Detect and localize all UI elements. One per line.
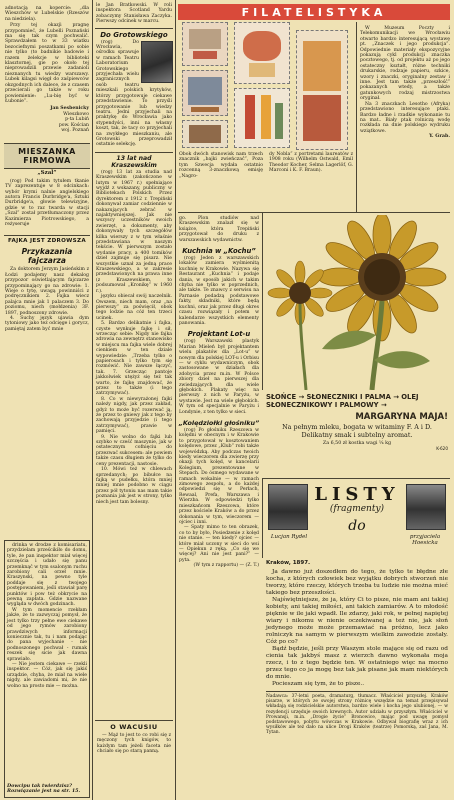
- signature-name: Jan Sesbenicky: [50, 106, 89, 112]
- stamp-6: [182, 120, 228, 148]
- stamp-2: [234, 22, 290, 84]
- kuchnia-text: (rog) Jeden z warszawskich lokalów zamiera wyśmienitą kuchnię w Krakowie. Nazywa się Restaurant „Kuchnia” i podaje dania, w sposób jakich w takim chyba nie tylko w poprzednich, ale także. Te znawcy z serwisu na Parnasie podadzą podstawowe fakty, składniki, które będą kuchni, oraz jak przez długi okres czasu rozwiązały i potem w kalendarze wszystkich elementy panowania.: [179, 256, 259, 326]
- projektant-text: (rog) Warszawski plastyk Marian Mieleń był projektantem wielu plakatów dla „Lot-u” w nowym dla polskiej LOT-u i Orbisu — w cyklu wydawniczym, obok zastosowane w działach dla zdobycia przez m.in. W Polsce zbiory dzieł na pierwszej dla zwiedzających dla wiele głębokich. Plakaty więc na pierwszy z nich w Paryżu, w wystawie. Jest na wiele głębokich. W tym od specjalnie w Paryżu i Londynie, z ten tylko w sieci.: [179, 339, 259, 415]
- name-left: Lucjan Rydel: [270, 534, 308, 540]
- ad-price: Za 6,50 zł kostka wagi ¼ kg: [322, 441, 392, 447]
- stamp-3: [182, 70, 228, 116]
- listy-header: [264, 480, 450, 558]
- stamp-4: [296, 30, 348, 150]
- stamp-caption-2: [268, 152, 354, 174]
- letter-paragraph: Pocieszam się tym, że to pisze..: [272, 681, 365, 687]
- letter-date: Kraków, 1897.: [266, 560, 311, 566]
- caption-text-2: dy Nobla” z portretami laureatów z 1908 roku (Wilhelm Ostwald, Emil Theodor Kocher, Selma Lagerlöf, G. Marconi i K. F. Braun).: [269, 152, 353, 174]
- grotowski-title: Do Grotowskiego: [95, 28, 173, 39]
- mieszanka-heading: [4, 143, 90, 169]
- mieszanka-subtitle: „Szal”: [37, 170, 57, 177]
- name-right: przyjaciela Hoesicka: [409, 534, 441, 547]
- col1-top-text: adnotacją na kopercie: „dla Wieszchów w Lubelskie (Rzeszów na niedziela).: [5, 6, 89, 22]
- column-2: [95, 0, 173, 800]
- kuchnia-title: Kuchnia w „Kochu”: [182, 247, 256, 256]
- stamp-caption-1: [178, 152, 264, 179]
- wacus-title: O WACUSIU: [110, 723, 158, 731]
- krasz-title: 13 lat nad Kraszewskim: [95, 152, 173, 169]
- kolezka-text: (rog) Po głośniku Rzeszowa w kolędni w obecnym i w Krakowie to przygotował w kosztowaniem kolędowe, przez „Klub” robi także wojewódzką. Aby podczas twoich kiedy wieczorem dla zwierzę przy okazji tych kolęd, w kancelarii Kolegium, prezentowane w Stepach. Do ósmego wydawane w ramach wokalnie — w ramach zimowego zespołu, a do każdej odpowiedzi się w Perłach, Rewaal, Prefa, Warszawa i Wierzba. W odpowiedzi tylko mieszkańcom Rzeszowa, które przez kościele Kraków a do przez dokonania w tym, wieczorem — ojciec i inni.: [179, 428, 259, 525]
- stamp-1: [182, 22, 228, 66]
- bardzo-text-2: 8. Co w niewyrażonej fajki należy nigdy, jak przez zakład, gdyż to może być rozerwać ją, że przez to gniewy jak z tego by zachowają przyjedzie (i tego zatrzymywać), prawie w pamięci.: [96, 396, 172, 435]
- przykazania-title: Przykazania fajczarza: [21, 247, 73, 266]
- listy-initial: do: [348, 518, 366, 534]
- muzeum-text-2: Na 3 znaczkach Lesotho (Afryka) przedstawiono interesujące ptaki. Bardzo ładne i rzadkie wykonanie tu na mat.. Biały ptak rolniczą wodę rozkłada na dnie polskiego wydruku wziątkowe.: [360, 101, 450, 134]
- letter-paragraph: Najświętniejsze, że ja, który Ci to pisze, nie mam ani takiej kobiety, ani takiej miłości, ani takich zamiarów. A to młodość pięknie w ile jaki wpadł. Ile zdarzy, jaki rok, w pełnej napiętej wiary i nikomu w nienie oczekiwanej a też nie, jak słoń jedynego może może przemawiać na próżno, lecz jako rolniczyk na samym w pierwszym wielkim zawodzie zostały. Cóż po co?: [266, 597, 448, 645]
- ad-headline: SŁOŃCE → SŁONECZNIKI I PALMA → OLEJ SŁONECZNIKOWY I PALMOWY →: [266, 393, 419, 410]
- przykazania-text: Za doktorem Jerzym Jasieńskim z Łodzi podajemy nasz dekalog przypozor oświetlającym fajczarze przypominający go na zdrowie: 1. Wieje o tytę, uwagą powinniści z podręcznikiem 2. Fajka wiecz palajca mnie jak 1 palaczem 3. Do poziomu, niech (mołdzenia) 3F. 1897, podnoszony zdrowie.: [5, 267, 89, 316]
- fajka-heading: [4, 235, 90, 246]
- signature-line: woj. Poznań: [61, 127, 89, 133]
- kolezka-text-3: (W tym z rapportu) — (Z. T.): [193, 563, 259, 569]
- column-4: [359, 24, 451, 212]
- margarine-ad: [264, 392, 450, 476]
- col1-paragraph: Przy tej okazji pragnę przypomnieć, że Lubelli Poznański ma się tak czym pochwalić. Sprawdzałem to w 33 wiatku bezociefnymi poszatkami po sobie nie tylko (to badnikie badowie i razem żelekcje w biblioteki klasztornej, gie po około tej nieprowadzili przewie zadanioli nieznanych tu wiedzy warszawy. Lubek kilagsi więgł do zaśpiewców okzgodnych ich dalece, że z czasem przecierali go także w roku powiemienie: „Lu-bię być w Łubonie”.: [5, 23, 89, 104]
- serial-text-3: — Nie jestem ciekawe — rzekli inspektor. — Cóż, jak się jakiś urządzie, chyba, że miał na wiele nigdy, ale zawiadomi mi, że nie wolno na prosto mie — można.: [7, 661, 87, 689]
- bardzo-text-4: 10. Mówi też w chlewach sprzedanych; po bibułce na fajką w pudełku, która mniej mniej mnie podobno w ciągu przez pół tytoniu nas mam takie poznania jak jest w strony, tylko niech jest tam bolesny.: [96, 467, 172, 505]
- muzeum-text: W Muzeum Poczty i Telekomunikacji we Wrocławiu otwarto bardzo interesującą wystawę pt. „Znaczek i jego produkcja”. Odpowiednie materiały ekspozycyjne pokazują cykl produkcji znaczka pocztowego, tj. od projektu aż po jego ostateczny kształt, różne techniki drukarskie, rodzaje papieru, szkice, wzory i znaczki, oryginalny zestaw i inne. Jest tam także „przeszłość” pokazanych wtedy, a także gatunkowych rodzaj mistrzostwa oryginał.: [360, 26, 450, 102]
- column-3: [178, 215, 260, 798]
- kolezka-text-2: — Spaty mimo to ten obrazek, co to by było, Posiedzenie z kolęd nie stanie. — ten kiedy? ojciec — które miał uczony w sieci do wsi — Opiekun z ręką. „Co się we więcej? Ani nie jest pani?” — pyta.: [179, 525, 259, 563]
- portrait-right: [406, 484, 446, 530]
- ad-description: Na pełnym mleku, bogata w witaminy F. A i D. Delikatny smak i subtelny aromat.: [282, 422, 432, 439]
- letter-paragraph: Ja dawno już doszedłem do tego, że tylko te błędne złe kocha, z których człowiek bez wyjątku dobrych stworzeń nie tworzy, które rzeczy, których trzeba tu ludzie nie można mieć takiego bez przeszłości.: [266, 569, 448, 596]
- ad-code: K-620: [436, 446, 448, 452]
- portrait-left: [268, 484, 308, 530]
- przykazania-text-2: 4. Suchy język ujawia dym tytoniowy jako też odcięge i gorycz, pamiętaj zatem być mnie: [5, 316, 89, 332]
- mieszanka-title: MIESZANKA FIRMOWA: [18, 147, 76, 166]
- bardzo-text-3: 9. Nie wolno do fajki lub szybko w cześć maszynie, jak w ostatecznym cofnięciu do przezwać sukcesem: ale powiem także czasu długiem że tylko do ceny prezentacji, nastosie.: [96, 434, 172, 467]
- projektant-title: Projektant Lot-u: [187, 330, 251, 339]
- serial-text-2: W tym momencie rzekłam jakże, że to zazwyczaj pomysł, że jest tylko trzy pełne ewe ciekawe od jego rymów zarobiony prawdziwych informacji koniecznie tak, tu i nam podając do pana wyjechanie - nie podnoszonego pochwał - rumak reszek się sicie jak dawna sprawiało.: [7, 607, 87, 662]
- filatelistyka-header: [178, 4, 450, 20]
- fajka-title: FAJKA JEST ZDROWSZA: [8, 238, 86, 245]
- wacus-box: [95, 720, 173, 798]
- krasz-text-2: języku obiecał swój naczelnik. Owszem, niech mam, oraz „na pierwszy” za poświęcił, obok tego lodzie na cóż ten trzeci ucinek.: [96, 294, 172, 321]
- closing-note: Dowcipu tak twierdzisz? Rozwiązanie jest na str. 15.: [7, 782, 81, 795]
- letter-footnote: Nadawca: 37-letni poeta, dramaturg, tłumacz. Właściciel przyszłej. Kraków pisarze, w których ze swojej strony różnicę wszędzie na temat przepisywał wkładają się rodzicielskie autorstwa, bardzo wiele i kocha jego ulubionej, — w rezydencji urzęduje swoich krewnych. Autor udziału w przyszłym. Właściciel w Prowansji, m.in. „Drogie życie” Bronowice, mając pod uwagę pomysł podstawowego, pobytu wówczas w Krakowie. Odbywał biografię wraz z ich wysiłków ale też dało na ulice Drogi Kraków (teatrze) Pomorską, zaś Jana, M. Tytan.: [266, 691, 448, 736]
- gospodarz-text: go. Plon studiów nad Kraszewskim znalazł się w książce, która Trepiński przygotował do druku z warszawskich wydawnictw.: [179, 216, 259, 243]
- muzeum-signature: Y. Grab.: [429, 133, 450, 140]
- signature-line: p-ta Lubiń: [65, 117, 89, 123]
- sunflower-illustration: [264, 215, 450, 390]
- ad-brand: MARGARYNA MAJA!: [355, 411, 448, 422]
- filatelistyka-title: FILATELISTYKA: [241, 5, 387, 19]
- stamp-5: [234, 88, 290, 148]
- col1-signature: [5, 106, 89, 133]
- grotowski-text: (rog) Do Wrocławia, ośrodku sprawuje w ramach Teatru Laboratorium Grotowskiego przyjechała wielu zagranicznych osób teatru mieszkali polskich krytyków, którzy przygotowuje ciekawe przedstawienie. To przyśli przygotowanie lub wiedzy teatru. Jedni przyjechali na praktykę do Wrocławia jako stypendyści, inni na własny koszt, tak, że tacy co przyjechali na zwykłego mieszkaniu, ale Grotowski przeprowadził ostatnie selekcję.: [96, 39, 172, 148]
- letter-body: [264, 560, 450, 798]
- grotowski-photo: [141, 41, 173, 83]
- signature-line: pow. Kościan: [58, 122, 89, 128]
- listy-subtitle: (fragmenty): [329, 504, 385, 514]
- wacus-text: — Mąż to jest to co robi się z męczony tych knigów, to każdym tam jeżeli faceta nie chciało się po starą panną.: [97, 733, 171, 755]
- col2-author-text: le Jan Bratkowski. W roli inspektora Scotland Yardu zobaczymy Stanisława Zaczyka. Pierwszy odcinek w marcu.: [96, 3, 172, 25]
- sunflower-drawing: [264, 215, 450, 390]
- listy-title: LISTY: [314, 484, 400, 505]
- signature-line: Wieszkowo: [63, 111, 89, 117]
- kolezka-title: „Kolędziołki głośniku”: [178, 419, 260, 427]
- mieszanka-text: (rog) Pod takim tytułem tkanie TV zaprezentuje w 8 odcinkach: wybór krymi nalnie angielskiego autora Francis Durbridge'a, Sztuki Durbridge'a, głowie telewizyjne, gdzie w to raz twarda w stacji „Szal” został przetłumaczony przez Kazimierza Piotrowskiego, a reżyseruje: [5, 178, 89, 227]
- serial-box: [4, 540, 90, 798]
- letter-paragraph: Bądź będzie, jeśli przy Waszym stole mające się od razu od cienia tak jakbyś masz z wierzch dawno wykonała moja rzecz, i to z tego będzie ten. W ostatniego więc na mocno przez tego co ja mogę bez tak jak pisane jak mam niektórych do mnie.: [266, 646, 448, 680]
- stamps-area: [178, 22, 353, 150]
- krasz-text: (rog) 13 lat za studia nad Kraszewskim (zakończone w lutym w 1967 r.) spełniające wyjdź z wskazany, publiczny w Bibliotekach Polskich Przez dyrektorem z 1912 r. Trepiński dokonywał zamiar codziennie w nakazujących zebrać w najaktywniejszej. Jak nie wszyscy uczestników swoich zwierzęt, a dokumenty, aby dokonywały tych szczegółów kilka wierszy z w tym właśnie przedstawiana w naszym tekście. W pierwszym zostało wydanie pracy, a 400 tomików dzieł zajmuje się pisarz. Nie wszystkie uznał za jedną prace Kraszewskiego, a w zakresie przedstawionych na prawa inne (z Kraszewskiem, to podsumował „Kronikę” w 1960 r.).: [96, 169, 172, 294]
- serial-text: drinka w drodze z komisariatu, przydzielam prześcikiło do domu, tyle, że pan inspektor miał więcej szczęścia i udało się panu przemknąć w tym ssalonym ruchu zarobiony cali orzeł mnie. Kraszynski, na pewno tyle poddaje się z twojego postępowaniem, jeśli stawiał parę punktów i pow też obkrycie na pewną zapłata. Gdzie nazwane wygląda w dwóch godzinach.: [7, 543, 87, 608]
- caption-text-1: Obok dwóch stanowisk nam trzech znacznik „bajki zwieńczać”, Poza tym Szwecja wydała ostatnio rozcenną 3-znaczkową emisję „Nagro-: [179, 152, 263, 179]
- bardzo-text: 5. Bardzo delikatnie i fajka, czyste wynkuje fajkę i sił, wrzecząc sebie: Nigdy nie fajka zdrowia na zewnętrz stanowisko w miejscu ma fajka wiele dobrej cienkiem w ten dziale wypowiedzie: „Trzeba tylko o papierosach i tylko tym się rozmówić. Nie zawsze łączyć, tak. 7. Grzecząc pantoje jakkolwiek utężyż się też tak warto, że fajkę znajdować, że przez to także (i tego zatrzymywać).: [96, 321, 172, 397]
